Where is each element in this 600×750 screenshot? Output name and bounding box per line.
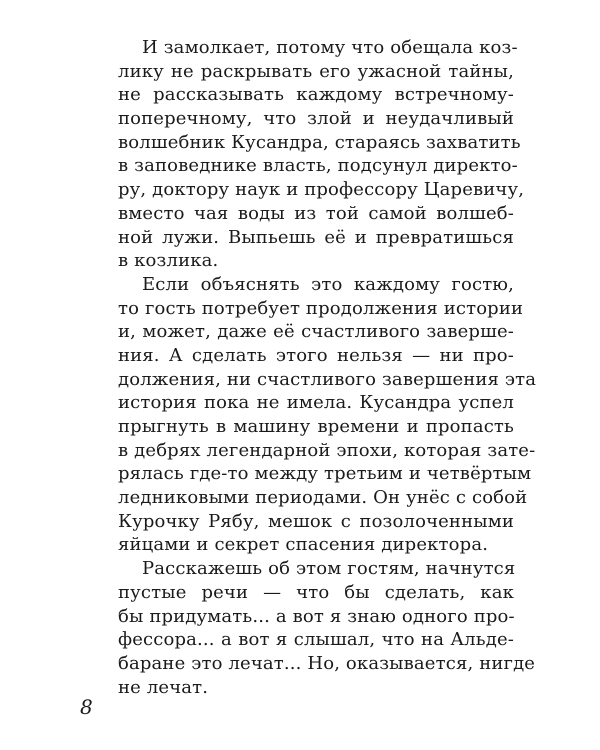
page-number: 8 [80, 695, 93, 719]
text-line: и, может, даже её счастливого заверше- [118, 321, 514, 343]
text-line: ледниковыми периодами. Он унёс с собой [118, 487, 528, 509]
text-line: вместо чая воды из той самой волшеб- [118, 202, 514, 224]
text-line: история пока не имела. Кусандра успел [118, 392, 514, 414]
text-line: Расскажешь об этом гостям, начнутся [142, 558, 516, 580]
text-line: Курочку Рябу, мешок с позолоченными [118, 510, 514, 532]
text-line: не лечат. [118, 676, 209, 698]
text-line: то гость потребует продолжения истории [118, 297, 524, 319]
text-line: фессора... а вот я слышал, что на Альде- [118, 629, 514, 651]
text-line: яйцами и секрет спасения директора. [118, 534, 489, 556]
paragraph-1 [118, 36, 525, 273]
paragraph-2 [118, 273, 537, 557]
text-line: в козлика. [118, 250, 219, 272]
text-line: в заповеднике власть, подсунул директо- [118, 155, 518, 177]
text-line: ния. А сделать этого нельзя — ни про- [118, 344, 514, 366]
text-line: И замолкает, потому что обещала коз- [142, 37, 518, 58]
text-line: пустые речи — что бы сделать, как [118, 581, 514, 603]
text-line: не рассказывать каждому встречному- [118, 84, 514, 106]
text-line: бы придумать... а вот я знаю одного про- [118, 605, 515, 627]
text-line: Если объяснять это каждому гостю, [142, 273, 514, 295]
text-line: волшебник Кусандра, стараясь захватить [118, 131, 521, 153]
text-line: должения, ни счастливого завершения эта [118, 368, 537, 390]
book-page-text [118, 36, 537, 699]
text-line: баране это лечат... Но, оказывается, нигде [118, 652, 536, 674]
text-line: ной лужи. Выпьешь её и превратишься [118, 226, 514, 248]
text-line: ру, доктору наук и профессору Царевичу, [118, 179, 525, 201]
text-line: прыгнуть в машину времени и пропасть [118, 416, 514, 437]
text-line: рялась где-то между третьим и четвёртым [118, 463, 532, 485]
paragraph-3 [118, 557, 536, 699]
text-line: в дебрях легендарной эпохи, которая зате- [118, 439, 536, 461]
text-line: поперечному, что злой и неудачливый [118, 108, 514, 130]
text-line: лику не раскрывать его ужасной тайны, [118, 60, 514, 82]
